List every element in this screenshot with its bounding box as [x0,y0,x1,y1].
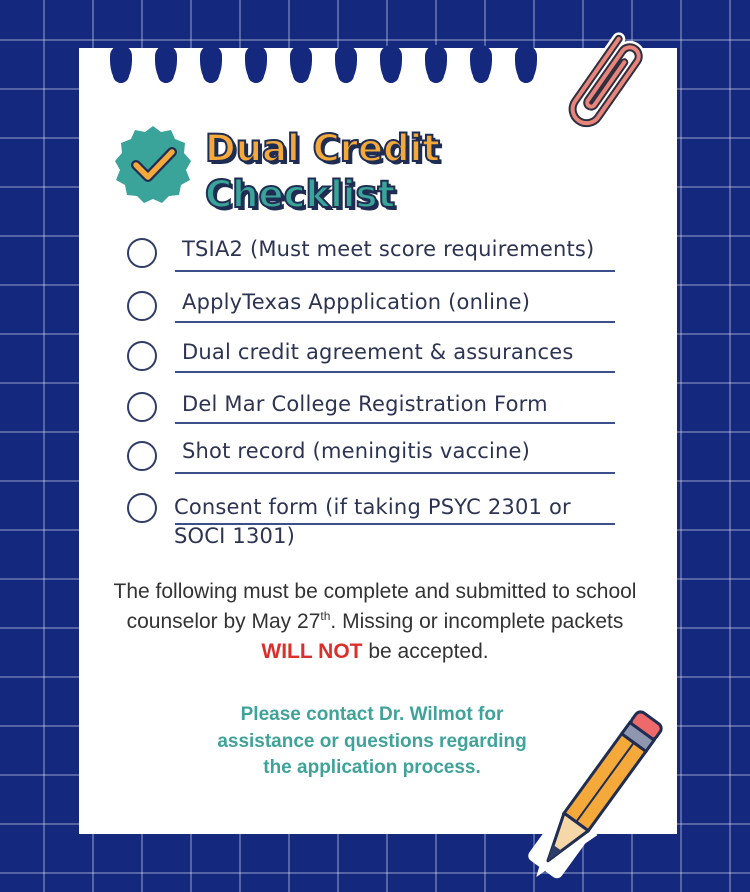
checklist-item [127,339,617,379]
submission-notice [100,577,650,667]
checkbox-circle[interactable] [127,441,157,471]
checklist-item [127,289,617,329]
title-line-2: Checklist [205,173,396,216]
checklist-item-label: Shot record (meningitis vaccine) [182,439,531,463]
paperclip-icon [548,24,658,144]
check-badge-icon [112,124,194,206]
checkbox-circle[interactable] [127,493,157,523]
checklist-item-label: Dual credit agreement & assurances [182,340,574,364]
checklist-item-label: Del Mar College Registration Form [182,392,548,416]
underline [175,321,615,323]
checklist-item [127,390,617,430]
underline [175,371,615,373]
underline [175,270,615,272]
underline [175,422,615,424]
checklist-item [127,439,617,479]
checklist-item [127,236,617,276]
checkbox-circle[interactable] [127,238,157,268]
notice-emphasis: WILL NOT [261,640,363,663]
checkbox-circle[interactable] [127,392,157,422]
notice-text: . Missing or incomplete packets [330,610,624,633]
checkbox-circle[interactable] [127,291,157,321]
underline [175,472,615,474]
checkbox-circle[interactable] [127,341,157,371]
notice-text: The following must be complete and submitted to school counselor by May 27 [113,580,637,633]
checklist-item [127,491,617,553]
notice-superscript: th [320,609,331,623]
checklist-item-label: TSIA2 (Must meet score requirements) [182,237,595,261]
title-line-1: Dual Credit [205,127,440,170]
notice-text: be accepted. [362,640,489,663]
contact-note: Please contact Dr. Wilmot for assistance or questions regarding the application process. [217,704,527,778]
checklist-item-label: Consent form (if taking PSYC 2301 or [174,495,571,519]
checklist-item-label-continued: SOCI 1301) [174,524,296,548]
pencil-icon [518,702,678,892]
checklist-item-label: ApplyTexas Appplication (online) [182,290,531,314]
